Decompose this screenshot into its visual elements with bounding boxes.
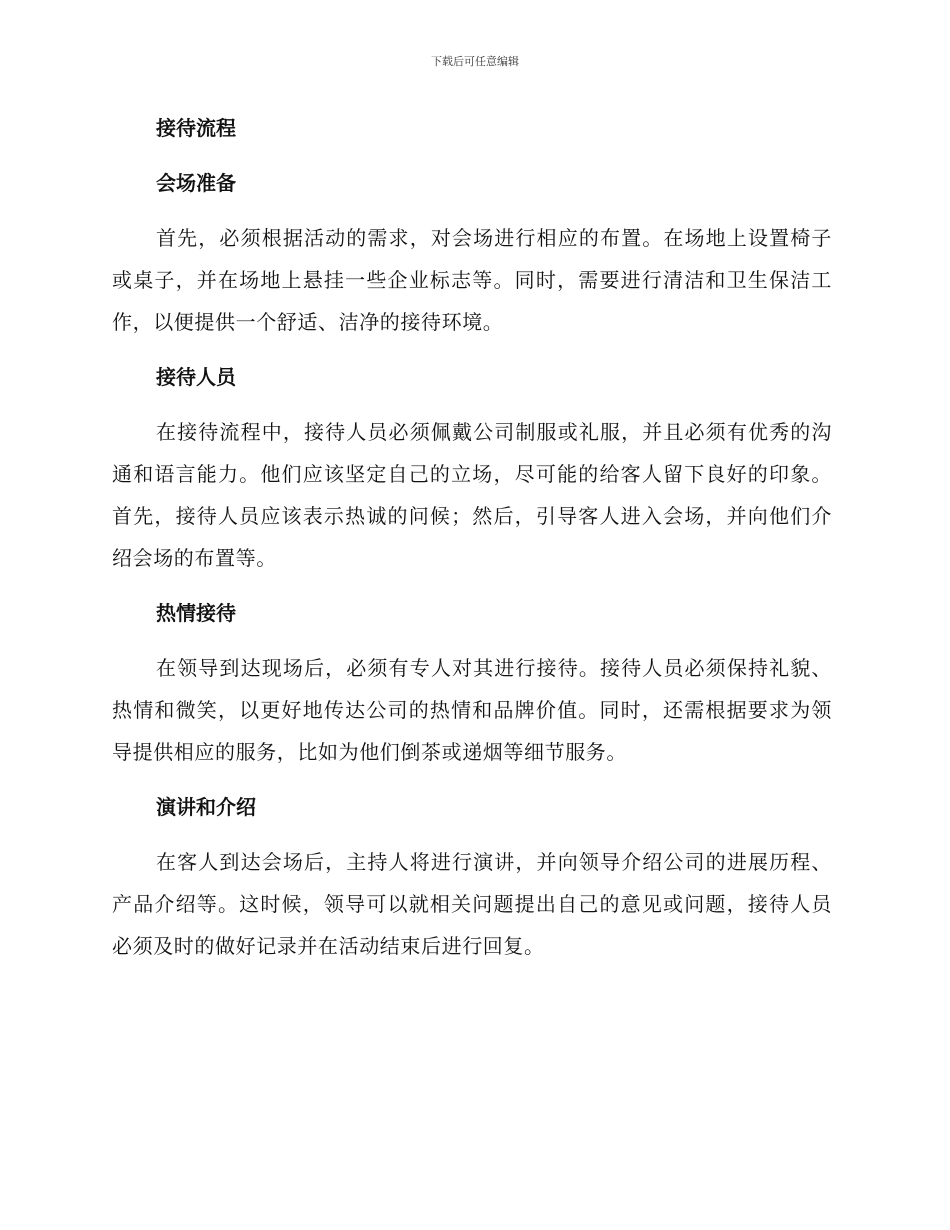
- section-heading-reception: 热情接待: [156, 601, 236, 625]
- section-body-speech: 在客人到达会场后，主持人将进行演讲，并向领导介绍公司的进展历程、产品介绍等。这时候，领导可以就相关问题提出自己的意见或问题，接待人员必须及时的做好记录并在活动结束后进行回复。: [112, 850, 832, 958]
- section-body-venue: 首先，必须根据活动的需求，对会场进行相应的布置。在场地上设置椅子或桌子，并在场地上悬挂一些企业标志等。同时，需要进行清洁和卫生保洁工作，以便提供一个舒适、洁净的接待环境。: [112, 226, 832, 334]
- section-heading-speech: 演讲和介绍: [156, 795, 256, 819]
- section-body-reception: 在领导到达现场后，必须有专人对其进行接待。接待人员必须保持礼貌、热情和微笑，以更好地传达公司的热情和品牌价值。同时，还需根据要求为领导提供相应的服务，比如为他们倒茶或递烟等细节服务。: [112, 656, 832, 764]
- section-heading-staff: 接待人员: [156, 365, 236, 389]
- document-body: [112, 107, 832, 980]
- page-header: 下载后可任意编辑: [431, 55, 519, 68]
- section-body-staff: 在接待流程中，接待人员必须佩戴公司制服或礼服，并且必须有优秀的沟通和语言能力。他们应该坚定自己的立场，尽可能的给客人留下良好的印象。首先，接待人员应该表示热诚的问候；然后，引导客人进入会场，并向他们介绍会场的布置等。: [112, 420, 832, 570]
- section-heading-venue: 会场准备: [156, 171, 236, 195]
- document-title: 接待流程: [156, 116, 236, 140]
